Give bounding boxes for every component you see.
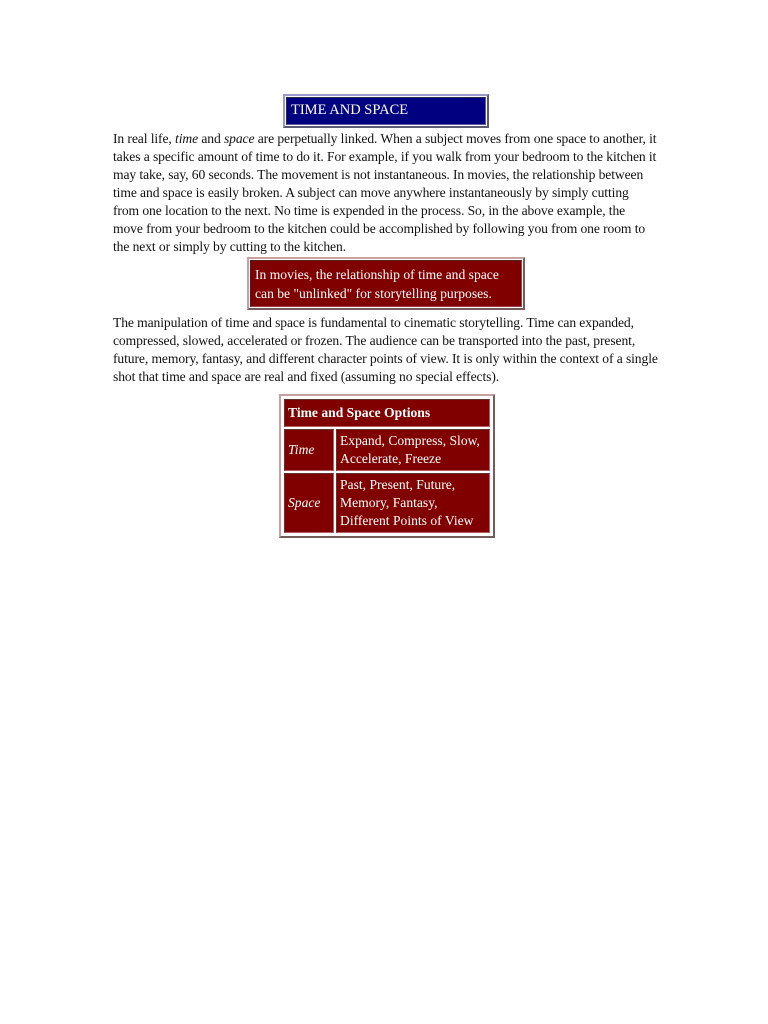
intro-emphasis-time: time xyxy=(175,131,199,146)
section-title-box xyxy=(283,94,489,128)
table-row xyxy=(284,473,490,533)
document-page xyxy=(113,94,658,538)
manipulation-paragraph: The manipulation of time and space is fundamental to cinematic storytelling. Time can expanded, compressed, slowed, accelerated or frozen. The audience can be transported into the past, present, future, memory, fantasy, and different character points of view. It is only within the context of a single shot that time and space are real and fixed (assuming no special effects). xyxy=(113,315,658,384)
options-table-header-row xyxy=(284,399,490,427)
callout-box xyxy=(247,257,525,310)
row-label-time: Time xyxy=(284,429,334,471)
callout-text: In movies, the relationship of time and space can be "unlinked" for storytelling purposes. xyxy=(250,260,522,307)
row-value-time: Expand, Compress, Slow, Accelerate, Freeze xyxy=(336,429,490,471)
table-row xyxy=(284,429,490,471)
options-table-header: Time and Space Options xyxy=(284,399,490,427)
intro-text-1: In real life, xyxy=(113,131,176,146)
section-title: TIME AND SPACE xyxy=(286,97,486,125)
intro-paragraph xyxy=(113,130,658,256)
row-value-space: Past, Present, Future, Memory, Fantasy, Different Points of View xyxy=(336,473,490,533)
row-label-space: Space xyxy=(284,473,334,533)
intro-text-3: are perpetually linked. When a subject moves from one space to another, it takes a specific amount of time to do it. For example, if you walk from your bedroom to the kitchen it may take, say, 60 seconds. The movement is not instantaneous. In movies, the relationship between time and space is easily broken. A subject can move anywhere instantaneously by simply cutting from one location to the next. No time is expended in the process. So, in the above example, the move from your bedroom to the kitchen could be accomplished by following you from one room to the next or simply by cutting to the kitchen. xyxy=(113,131,657,254)
options-table xyxy=(279,394,495,538)
intro-emphasis-space: space xyxy=(223,131,255,146)
intro-text-2: and xyxy=(198,131,224,146)
